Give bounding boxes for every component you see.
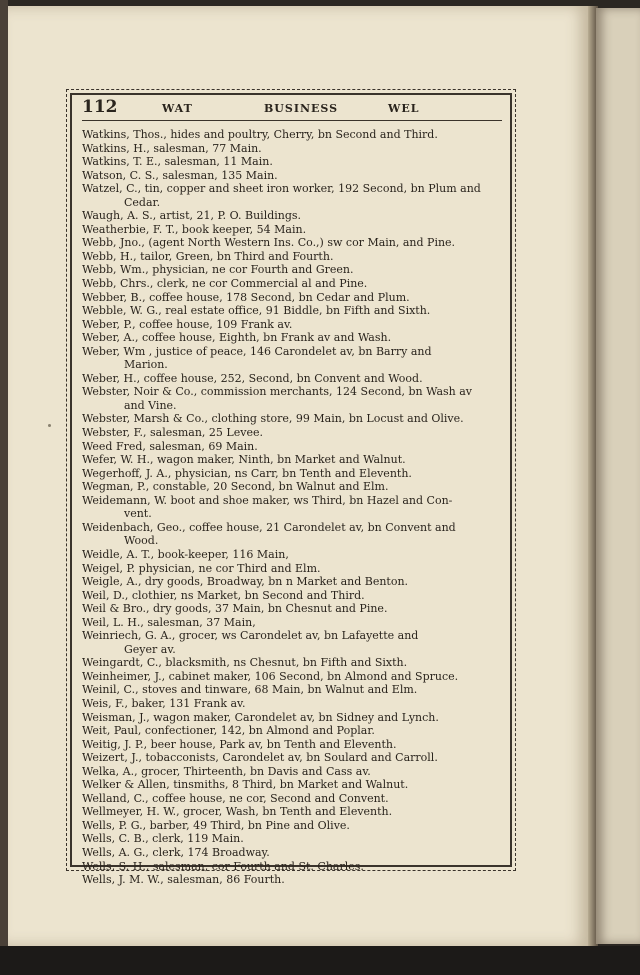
directory-entry bbox=[82, 494, 502, 521]
directory-entry bbox=[82, 589, 502, 603]
entry-continuation: and Vine. bbox=[124, 398, 177, 412]
directory-entry bbox=[82, 467, 502, 481]
directory-entry bbox=[82, 142, 502, 156]
entry-text: Weidemann, W. boot and shoe maker, ws Third, bn Hazel and Con- bbox=[82, 493, 453, 507]
entry-text: Wefer, W. H., wagon maker, Ninth, bn Market and Walnut. bbox=[82, 453, 406, 467]
directory-entry bbox=[82, 182, 502, 209]
entry-text: Weidle, A. T., book-keeper, 116 Main, bbox=[82, 547, 289, 561]
directory-entry bbox=[82, 426, 502, 440]
entry-continuation: Cedar. bbox=[124, 195, 161, 209]
directory-entry bbox=[82, 792, 502, 806]
entry-continuation: Geyer av. bbox=[124, 642, 176, 656]
header-rule bbox=[82, 120, 502, 121]
entry-text: Webster, Marsh & Co., clothing store, 99 Main, bn Locust and Olive. bbox=[82, 412, 464, 426]
entry-text: Webb, Chrs., clerk, ne cor Commercial al and Pine. bbox=[82, 277, 368, 291]
directory-entry bbox=[82, 169, 502, 183]
facing-page-edge bbox=[596, 8, 640, 944]
header-center-word: BUSINESS bbox=[264, 102, 339, 115]
entry-text: Watkins, H., salesman, 77 Main. bbox=[82, 141, 262, 155]
entry-text: Weit, Paul, confectioner, 142, bn Almond and Poplar. bbox=[82, 724, 375, 738]
entry-text: Wells, J. M. W., salesman, 86 Fourth. bbox=[82, 873, 285, 887]
entry-text: Weed Fred, salesman, 69 Main. bbox=[82, 439, 258, 453]
entry-text: Wegerhoff, J. A., physician, ns Carr, bn Tenth and Eleventh. bbox=[82, 466, 412, 480]
directory-entry bbox=[82, 277, 502, 291]
entry-text: Webble, W. G., real estate office, 91 Biddle, bn Fifth and Sixth. bbox=[82, 304, 431, 318]
entry-text: Weber, Wm , justice of peace, 146 Carondelet av, bn Barry and bbox=[82, 344, 432, 358]
directory-entry bbox=[82, 846, 502, 860]
running-header bbox=[82, 97, 502, 119]
directory-entry bbox=[82, 345, 502, 372]
entry-text: Weizert, J., tobacconists, Carondelet av, bn Soulard and Carroll. bbox=[82, 751, 438, 765]
entry-text: Weisman, J., wagon maker, Carondelet av, bn Sidney and Lynch. bbox=[82, 710, 439, 724]
entry-text: Weber, H., coffee house, 252, Second, bn Convent and Wood. bbox=[82, 371, 423, 385]
directory-entry bbox=[82, 318, 502, 332]
directory-entry bbox=[82, 805, 502, 819]
entry-text: Weinriech, G. A., grocer, ws Carondelet av, bn Lafayette and bbox=[82, 629, 419, 643]
entry-text: Watson, C. S., salesman, 135 Main. bbox=[82, 168, 278, 182]
directory-entry bbox=[82, 832, 502, 846]
directory-entry bbox=[82, 372, 502, 386]
margin-mark bbox=[48, 424, 51, 427]
entry-text: Weber, P., coffee house, 109 Frank av. bbox=[82, 317, 293, 331]
entry-text: Watkins, T. E., salesman, 11 Main. bbox=[82, 155, 273, 169]
scan-bottom-band bbox=[0, 946, 640, 975]
entry-text: Welker & Allen, tinsmiths, 8 Third, bn Market and Walnut. bbox=[82, 778, 409, 792]
directory-entry bbox=[82, 250, 502, 264]
entry-text: Webb, Jno., (agent North Western Ins. Co.,) sw cor Main, and Pine. bbox=[82, 236, 456, 250]
directory-entry bbox=[82, 738, 502, 752]
entry-text: Webb, H., tailor, Green, bn Third and Fourth. bbox=[82, 249, 334, 263]
directory-entry bbox=[82, 304, 502, 318]
entry-text: Weil & Bro., dry goods, 37 Main, bn Chesnut and Pine. bbox=[82, 602, 388, 616]
directory-entry bbox=[82, 724, 502, 738]
directory-entry bbox=[82, 670, 502, 684]
directory-entry bbox=[82, 562, 502, 576]
entry-text: Waugh, A. S., artist, 21, P. O. Buildings. bbox=[82, 209, 302, 223]
entry-text: Welka, A., grocer, Thirteenth, bn Davis and Cass av. bbox=[82, 764, 371, 778]
directory-entry bbox=[82, 385, 502, 412]
directory-entry bbox=[82, 575, 502, 589]
directory-entry bbox=[82, 331, 502, 345]
directory-entry bbox=[82, 711, 502, 725]
directory-entry bbox=[82, 223, 502, 237]
directory-entry bbox=[82, 440, 502, 454]
book-spine-edge bbox=[0, 0, 8, 975]
entry-text: Weber, A., coffee house, Eighth, bn Frank av and Wash. bbox=[82, 331, 392, 345]
directory-entry bbox=[82, 873, 502, 887]
entry-text: Watkins, Thos., hides and poultry, Cherry, bn Second and Third. bbox=[82, 128, 438, 141]
entry-text: Weigel, P. physician, ne cor Third and Elm. bbox=[82, 561, 321, 575]
header-left-word: WAT bbox=[162, 102, 193, 115]
directory-entry bbox=[82, 548, 502, 562]
directory-entry bbox=[82, 778, 502, 792]
directory-entry bbox=[82, 616, 502, 630]
directory-entry bbox=[82, 521, 502, 548]
entry-text: Weis, F., baker, 131 Frank av. bbox=[82, 696, 246, 710]
entry-text: Webber, B., coffee house, 178 Second, bn Cedar and Plum. bbox=[82, 290, 410, 304]
entry-text: Wells, P. G., barber, 49 Third, bn Pine and Olive. bbox=[82, 818, 350, 832]
entry-text: Webb, Wm., physician, ne cor Fourth and Green. bbox=[82, 263, 354, 277]
entry-text: Weigle, A., dry goods, Broadway, bn n Market and Benton. bbox=[82, 575, 409, 589]
entry-text: Wells, C. B., clerk, 119 Main. bbox=[82, 832, 244, 846]
entry-text: Weingardt, C., blacksmith, ns Chesnut, bn Fifth and Sixth. bbox=[82, 656, 408, 670]
entry-text: Weil, D., clothier, ns Market, bn Second and Third. bbox=[82, 588, 365, 602]
directory-entry bbox=[82, 751, 502, 765]
entry-text: Webster, F., salesman, 25 Levee. bbox=[82, 426, 263, 440]
directory-entry bbox=[82, 697, 502, 711]
directory-entry bbox=[82, 683, 502, 697]
entry-continuation: Wood. bbox=[124, 534, 159, 548]
directory-entry bbox=[82, 656, 502, 670]
entry-continuation: vent. bbox=[124, 507, 152, 521]
entry-text: Welland, C., coffee house, ne cor, Second and Convent. bbox=[82, 791, 389, 805]
entry-text: Wells, A. G., clerk, 174 Broadway. bbox=[82, 845, 270, 859]
directory-entry bbox=[82, 602, 502, 616]
directory-entry bbox=[82, 765, 502, 779]
directory-entry bbox=[82, 860, 502, 874]
directory-entry bbox=[82, 263, 502, 277]
entry-text: Weitig, J. P., beer house, Park av, bn Tenth and Eleventh. bbox=[82, 737, 397, 751]
entry-text: Weil, L. H., salesman, 37 Main, bbox=[82, 615, 256, 629]
directory-entry bbox=[82, 453, 502, 467]
directory-entry bbox=[82, 291, 502, 305]
entry-text: Weinheimer, J., cabinet maker, 106 Second, bn Almond and Spruce. bbox=[82, 669, 459, 683]
entry-continuation: Marion. bbox=[124, 358, 168, 372]
directory-entry bbox=[82, 209, 502, 223]
header-right-word: WEL bbox=[388, 102, 420, 115]
entry-text: Watzel, C., tin, copper and sheet iron worker, 192 Second, bn Plum and bbox=[82, 182, 481, 196]
page-number: 112 bbox=[82, 97, 118, 117]
entry-text: Weinil, C., stoves and tinware, 68 Main, bn Walnut and Elm. bbox=[82, 683, 418, 697]
directory-entry bbox=[82, 819, 502, 833]
entry-text: Webster, Noir & Co., commission merchants, 124 Second, bn Wash av bbox=[82, 385, 473, 399]
directory-entry bbox=[82, 412, 502, 426]
directory-entry bbox=[82, 236, 502, 250]
directory-entry bbox=[82, 480, 502, 494]
entry-text: Wellmeyer, H. W., grocer, Wash, bn Tenth and Eleventh. bbox=[82, 805, 393, 819]
entry-text: Weidenbach, Geo., coffee house, 21 Carondelet av, bn Convent and bbox=[82, 520, 456, 534]
entry-text: Wells, S. H., salesman, cor Fourth and St. Charles. bbox=[82, 859, 364, 873]
directory-entries bbox=[82, 128, 502, 887]
directory-entry bbox=[82, 629, 502, 656]
entry-text: Wegman, P., constable, 20 Second, bn Walnut and Elm. bbox=[82, 480, 389, 494]
entry-text: Weatherbie, F. T., book keeper, 54 Main. bbox=[82, 222, 307, 236]
directory-entry bbox=[82, 155, 502, 169]
directory-entry bbox=[82, 128, 502, 142]
